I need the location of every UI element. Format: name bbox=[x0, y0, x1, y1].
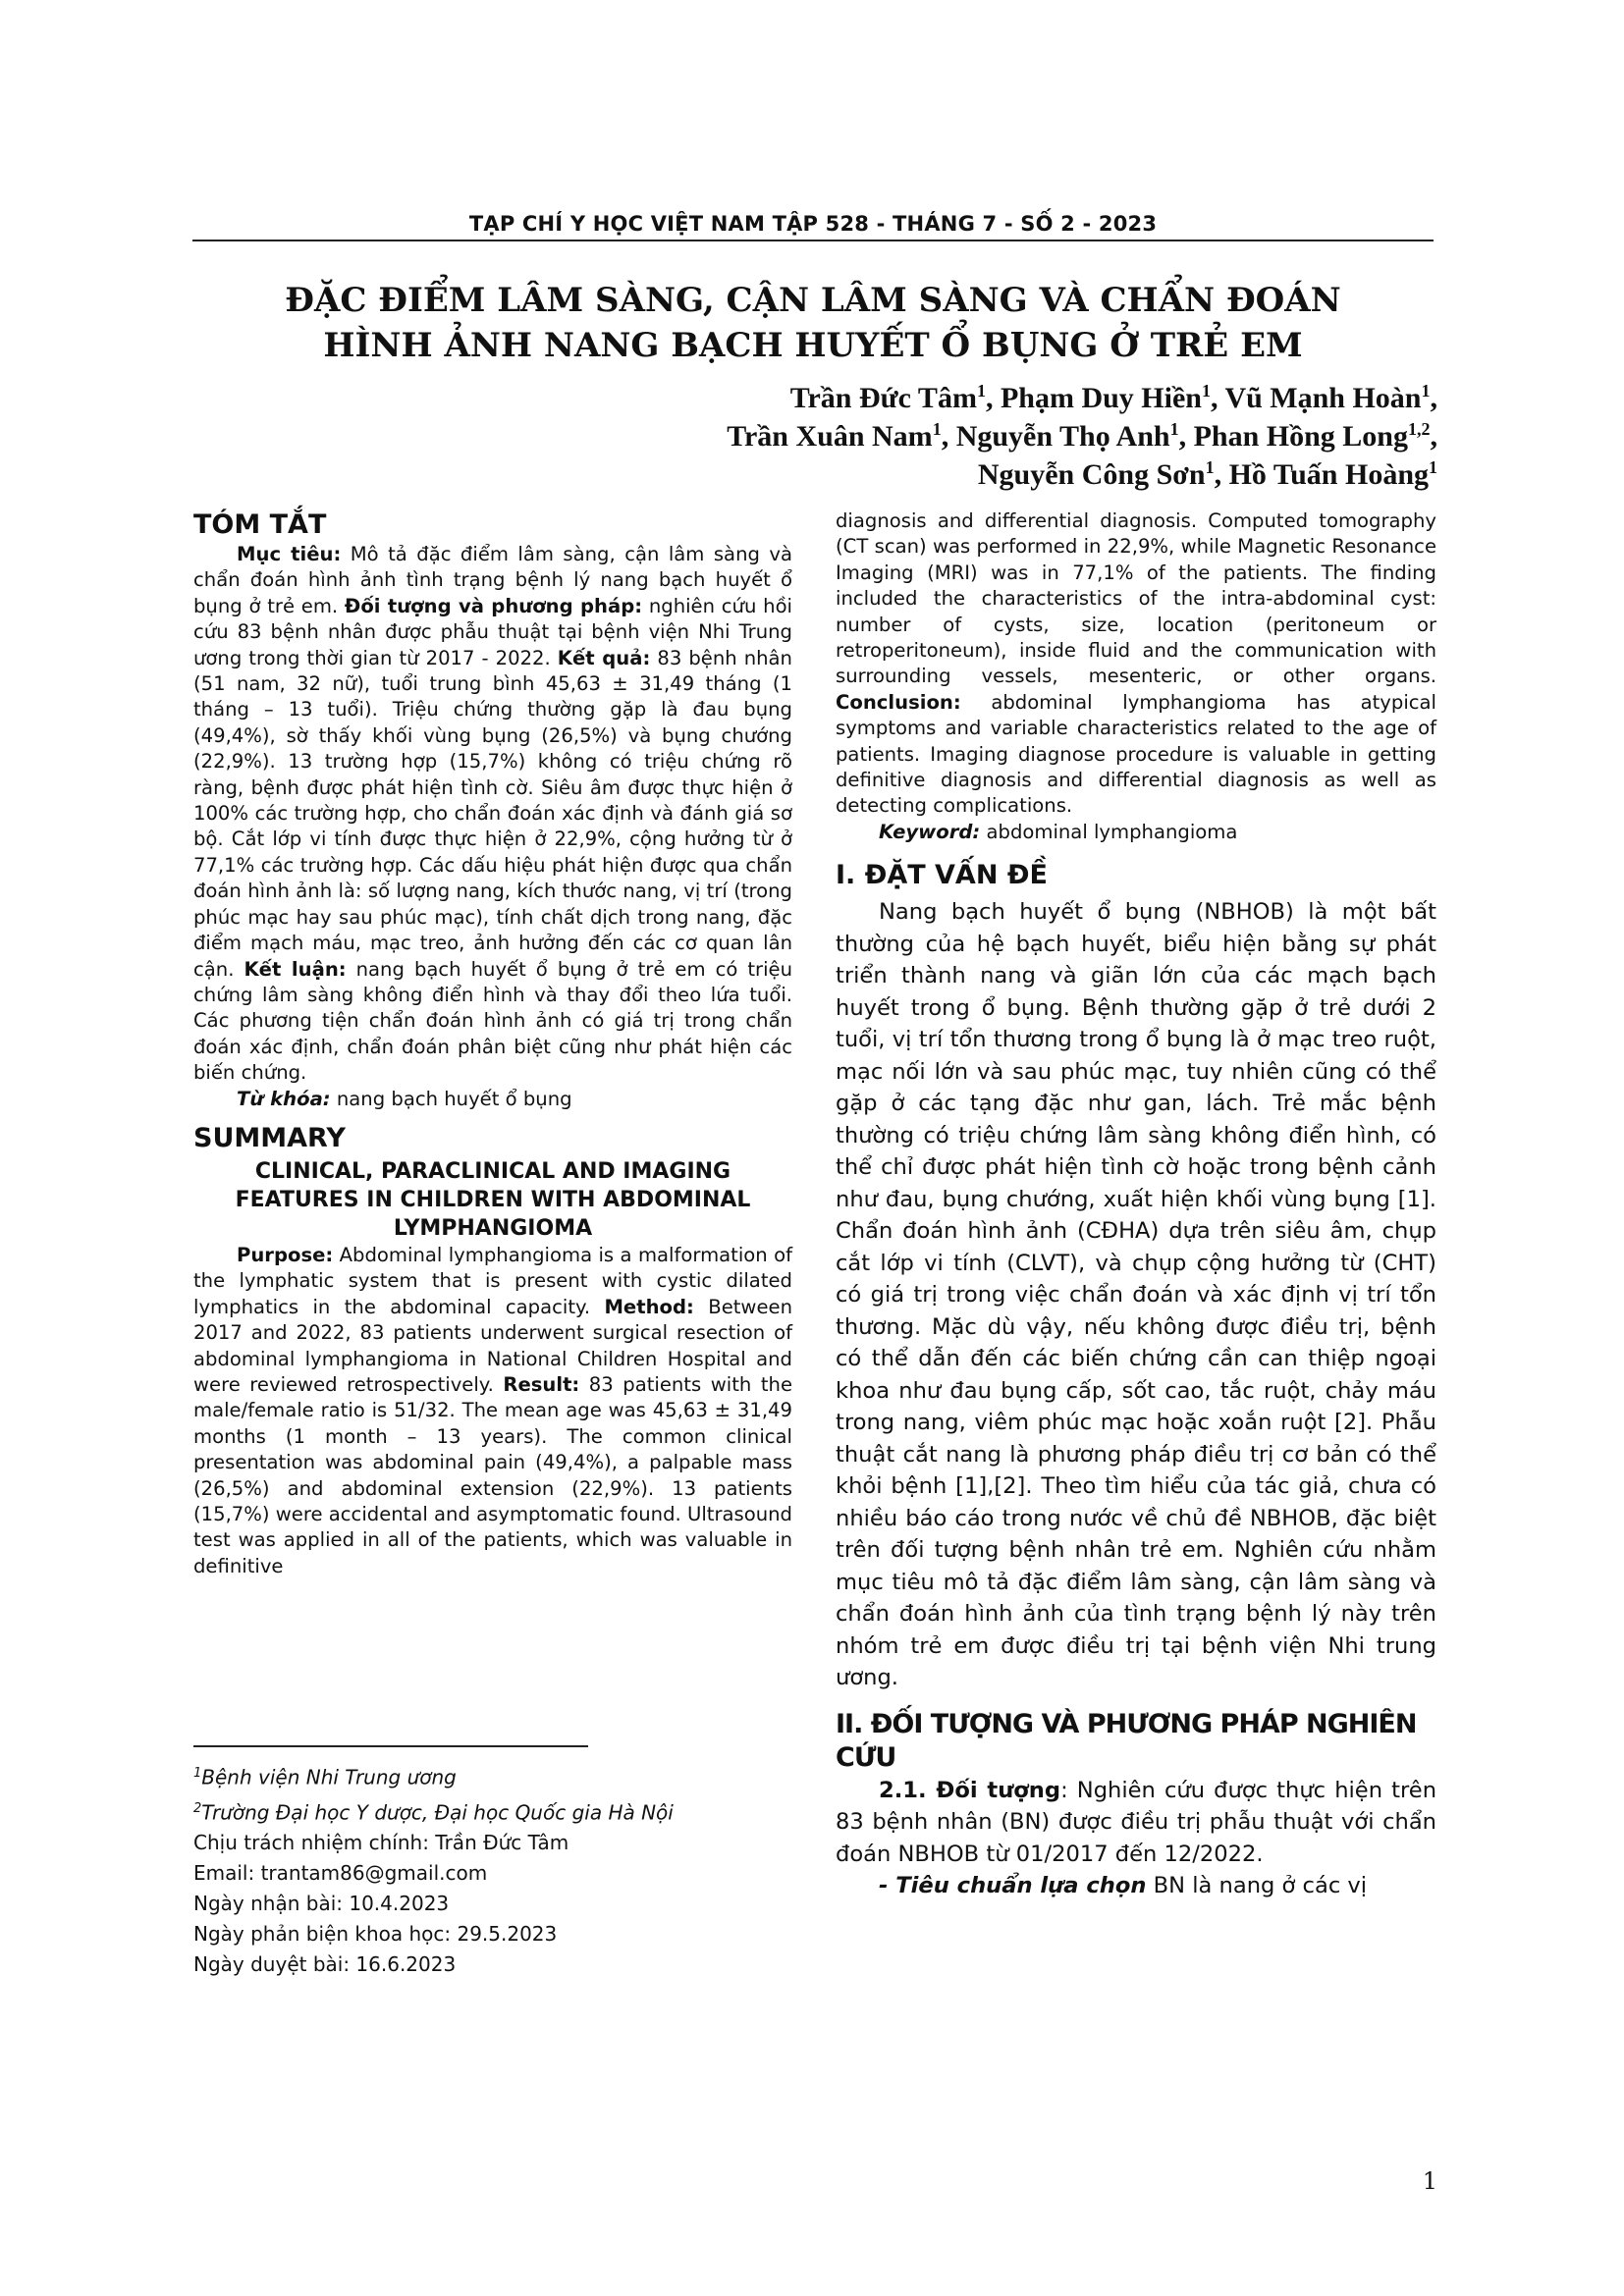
ketqua-text: 83 bệnh nhân (51 nam, 32 nữ), tuổi trung bình 45,63 ± 31,49 tháng (1 tháng – 13 tuổi). Triệu chứng thường gặp là đau bụng (49,4%), sờ thấy khối vùng bụng (26,5%) và bụng chướng (22,9%). 13 trường hợp (15,7%) không có triệu chứng rõ ràng, bệnh được phát hiện tình cờ. Siêu âm được thực hiện ở 100% các trường hợp, cho chẩn đoán xác định và đánh giá sơ bộ. Cắt lớp vi tính được thực hiện ở 22,9%, cộng hưởng từ ở 77,1% các trường hợp. Các dấu hiệu phát hiện được qua chẩn đoán hình ảnh là: số lượng nang, kích thước nang, vị trí (trong phúc mạc hay sau phúc mạc), tính chất dịch trong nang, đặc điểm mạch máu, mạc treo, ảnh hưởng đến các cơ quan lân cận. bbox=[193, 646, 792, 981]
author-separator: , bbox=[1210, 382, 1225, 414]
author-line-3 bbox=[456, 455, 1437, 494]
author-affiliation: 1,2 bbox=[1408, 419, 1431, 439]
footnote-rule bbox=[193, 1745, 588, 1747]
page-number: 1 bbox=[1422, 2167, 1437, 2195]
author-affiliation: 1 bbox=[976, 381, 986, 400]
affiliation-1 bbox=[193, 1758, 822, 1793]
author-separator: , bbox=[941, 420, 956, 453]
article-title bbox=[192, 278, 1434, 368]
title-line-1: ĐẶC ĐIỂM LÂM SÀNG, CẬN LÂM SÀNG VÀ CHẨN ĐOÁN bbox=[285, 281, 1341, 320]
section1-heading: I. ĐẶT VẤN ĐỀ bbox=[836, 860, 1048, 891]
date-accepted: Ngày duyệt bài: 16.6.2023 bbox=[193, 1952, 457, 1977]
doituong-text: nghiên cứu hồi cứu 83 bệnh nhân được phẫu thuật tại bệnh viện Nhi Trung ương trong thời gian từ 2017 - 2022. bbox=[193, 594, 793, 669]
muctieu-label: Mục tiêu: bbox=[237, 543, 342, 565]
affiliation-2 bbox=[193, 1793, 822, 1829]
responsible-author: Chịu trách nhiệm chính: Trần Đức Tâm bbox=[193, 1831, 569, 1855]
author-separator: , bbox=[1178, 420, 1194, 453]
author-name: Nguyễn Công Sơn bbox=[977, 458, 1206, 491]
header-rule bbox=[192, 240, 1434, 241]
selection-criteria bbox=[836, 1870, 1436, 1902]
subsection-label: 2.1. Đối tượng bbox=[879, 1777, 1061, 1803]
keyword-label: Keyword: bbox=[879, 820, 981, 843]
author-name: Nguyễn Thọ Anh bbox=[955, 420, 1170, 453]
method-label: Method: bbox=[604, 1295, 694, 1318]
purpose-text: Abdominal lymphangioma is a malformation of the lymphatic system that is present with cystic dilated lymphatics in the abdominal capacity. bbox=[193, 1243, 792, 1318]
author-name: Hồ Tuấn Hoàng bbox=[1228, 458, 1429, 491]
author-name: Phạm Duy Hiền bbox=[1000, 382, 1202, 414]
ketluan-label: Kết luận: bbox=[244, 957, 347, 981]
tukhoa-text: nang bạch huyết ổ bụng bbox=[330, 1087, 572, 1110]
date-reviewed: Ngày phản biện khoa học: 29.5.2023 bbox=[193, 1922, 558, 1947]
result-text: 83 patients with the male/female ratio is 51/32. The mean age was 45,63 ± 31,49 months (1 month – 13 years). The common clinical presentation was abdominal pain (49,4%), a palpable mass (26,5%) and abdominal extension (22,9%). 13 patients (15,7%) were accidental and asymptomatic found. Ultrasound test was applied in all of the patients, which was valuable in definitive bbox=[193, 1372, 792, 1577]
author-line-1 bbox=[456, 379, 1437, 417]
summary-cont-text: diagnosis and differential diagnosis. Computed tomography (CT scan) was performed in 22,9%, while Magnetic Resonance Imaging (MRI) was in 77,1% of the patients. The finding included the characteristics of the intra-abdominal cyst: number of cysts, size, location (peritoneum or retroperitoneum), inside fluid and the communication with surrounding vessels, mesenteric, or other organs. bbox=[836, 509, 1436, 688]
author-list bbox=[456, 379, 1437, 494]
author-separator: , bbox=[1430, 420, 1437, 453]
author-name: Phan Hồng Long bbox=[1193, 420, 1408, 453]
title-line-2: HÌNH ẢNH NANG BẠCH HUYẾT Ổ BỤNG Ở TRẺ EM bbox=[323, 326, 1303, 365]
section2-heading: II. ĐỐI TƯỢNG VÀ PHƯƠNG PHÁP NGHIÊN CỨU bbox=[836, 1708, 1417, 1773]
author-line-2 bbox=[456, 417, 1437, 455]
author-separator: , bbox=[985, 382, 1001, 414]
criteria-label: - Tiêu chuẩn lựa chọn bbox=[879, 1873, 1147, 1899]
affiliation-text: Trường Đại học Y dược, Đại học Quốc gia Hà Nội bbox=[201, 1800, 674, 1825]
left-column bbox=[193, 508, 792, 1579]
author-separator: , bbox=[1214, 458, 1229, 491]
tomtat-abstract bbox=[193, 542, 792, 1087]
keyword-text: abdominal lymphangioma bbox=[980, 820, 1238, 843]
affiliation-mark: 2 bbox=[193, 1800, 202, 1816]
purpose-label: Purpose: bbox=[237, 1243, 334, 1266]
method-text: Between 2017 and 2022, 83 patients underwent surgical resection of abdominal lymphangioma in National Children Hospital and were reviewed retrospectively. bbox=[193, 1295, 792, 1396]
ketluan-text: nang bạch huyết ổ bụng ở trẻ em có triệu chứng lâm sàng không điển hình và thay đổi theo lứa tuổi. Các phương tiện chẩn đoán hình ảnh có giá trị trong chẩn đoán xác định, chẩn đoán phân biệt cũng như phát hiện các biến chứng. bbox=[193, 957, 793, 1085]
author-affiliation: 1 bbox=[1421, 381, 1431, 400]
subsection-text: : Nghiên cứu được thực hiện trên 83 bệnh nhân (BN) được điều trị phẫu thuật với chẩn đoán NBHOB từ 01/2017 đến 12/2022. bbox=[836, 1777, 1437, 1867]
affiliation-text: Bệnh viện Nhi Trung ương bbox=[201, 1765, 457, 1789]
author-name: Trần Xuân Nam bbox=[727, 420, 933, 453]
summary-abstract bbox=[193, 1243, 792, 1579]
section2-subsection bbox=[836, 1775, 1436, 1871]
doituong-label: Đối tượng và phương pháp: bbox=[344, 594, 643, 617]
author-name: Trần Đức Tâm bbox=[789, 382, 977, 414]
author-affiliation: 1 bbox=[1169, 419, 1179, 439]
tomtat-heading: TÓM TẮT bbox=[193, 509, 327, 540]
ketqua-label: Kết quả: bbox=[557, 646, 651, 669]
summary-heading: SUMMARY bbox=[193, 1122, 346, 1153]
conclusion-label: Conclusion: bbox=[836, 690, 961, 714]
tomtat-keywords bbox=[193, 1087, 792, 1112]
journal-header: TẠP CHÍ Y HỌC VIỆT NAM TẬP 528 - THÁNG 7 - SỐ 2 - 2023 bbox=[468, 212, 1158, 236]
author-affiliation: 1 bbox=[1201, 381, 1211, 400]
summary-keywords bbox=[836, 820, 1436, 845]
author-affiliation: 1 bbox=[932, 419, 942, 439]
affiliation-mark: 1 bbox=[193, 1766, 202, 1781]
criteria-text: BN là nang ở các vị bbox=[1146, 1873, 1368, 1899]
tukhoa-label: Từ khóa: bbox=[237, 1087, 331, 1110]
right-column bbox=[836, 508, 1436, 1902]
summary-title: CLINICAL, PARACLINICAL AND IMAGING FEATURES IN CHILDREN WITH ABDOMINAL LYMPHANGIOMA bbox=[235, 1158, 751, 1241]
author-name: Vũ Mạnh Hoàn bbox=[1224, 382, 1422, 414]
email: Email: trantam86@gmail.com bbox=[193, 1861, 488, 1886]
summary-continued bbox=[836, 508, 1436, 820]
author-affiliation: 1 bbox=[1429, 457, 1437, 477]
muctieu-text: Mô tả đặc điểm lâm sàng, cận lâm sàng và chẩn đoán hình ảnh tình trạng bệnh lý nang bạch huyết ổ bụng ở trẻ em. bbox=[193, 543, 792, 617]
conclusion-text: abdominal lymphangioma has atypical symptoms and variable characteristics related to the age of patients. Imaging diagnose procedure is valuable in getting definitive diagnosis and differential diagnosis as well as detecting complications. bbox=[836, 690, 1436, 818]
author-affiliation: 1 bbox=[1205, 457, 1215, 477]
author-separator: , bbox=[1430, 382, 1437, 414]
section1-body: Nang bạch huyết ổ bụng (NBHOB) là một bất thường của hệ bạch huyết, biểu hiện bằng sự phát triển thành nang và giãn lớn của các mạch bạch huyết trong ổ bụng. Bệnh thường gặp ở trẻ dưới 2 tuổi, vị trí tổn thương trong ổ bụng là ở mạc treo ruột, mạc nối lớn và sau phúc mạc, tuy nhiên cũng có thể gặp ở các tạng đặc như gan, lách. Trẻ mắc bệnh thường có triệu chứng lâm sàng không điển hình, có thể chỉ được phát hiện tình cờ hoặc trong bệnh cảnh như đau, bụng chướng, xuất hiện khối vùng bụng [1]. Chẩn đoán hình ảnh (CĐHA) dựa trên siêu âm, chụp cắt lớp vi tính (CLVT), và chụp cộng hưởng từ (CHT) có giá trị trong việc chẩn đoán và xác định vị trí tổn thương. Mặc dù vậy, nếu không được điều trị, bệnh có thể dẫn đến các biến chứng cần can thiệp ngoại khoa như đau bụng cấp, sốt cao, tắc ruột, chảy máu trong nang, viêm phúc mạc hoặc xoắn ruột [2]. Phẫu thuật cắt nang là phương pháp điều trị cơ bản có thể khỏi bệnh [1],[2]. Theo tìm hiểu của tác giả, chưa có nhiều báo cáo trong nước về chủ đề NBHOB, đặc biệt trên đối tượng bệnh nhân trẻ em. Nghiên cứu nhằm mục tiêu mô tả đặc điểm lâm sàng, cận lâm sàng và chẩn đoán hình ảnh của tình trạng bệnh lý này trên nhóm trẻ em được điều trị tại bệnh viện Nhi trung ương. bbox=[836, 899, 1436, 1691]
result-label: Result: bbox=[503, 1372, 580, 1396]
date-received: Ngày nhận bài: 10.4.2023 bbox=[193, 1892, 450, 1916]
footnotes bbox=[193, 1758, 822, 1980]
